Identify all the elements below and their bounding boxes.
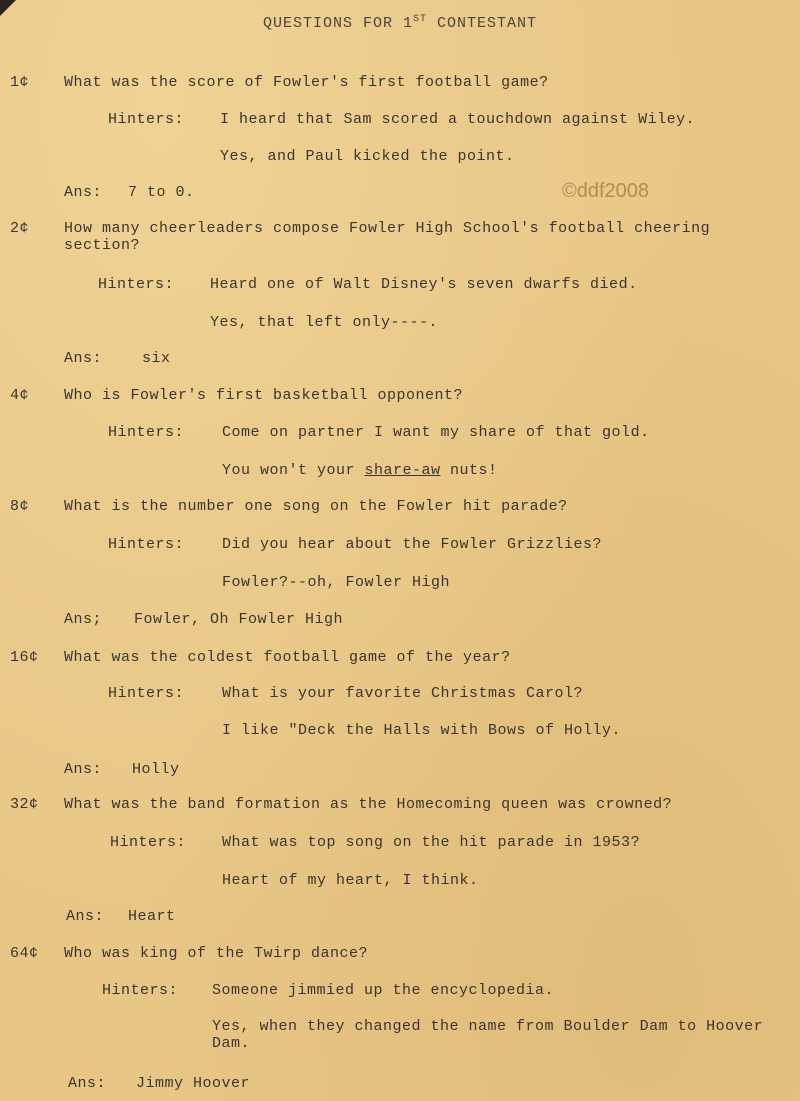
answer-text: Jimmy Hoover [136,1075,251,1092]
question-value: 64¢ [10,945,39,962]
page-title [0,14,800,32]
question-text: Who is Fowler's first basketball opponent? [64,387,464,404]
hint-line: I heard that Sam scored a touchdown against Wiley. [220,111,696,128]
hinters-label: Hinters: [102,982,179,999]
question-text: What was the band formation as the Homecoming queen was crowned? [64,796,673,813]
hint-line: Yes, and Paul kicked the point. [220,148,515,165]
question-value: 2¢ [10,220,30,237]
answer-label: Ans: [64,350,103,367]
answer-text: six [142,350,171,367]
question-value: 16¢ [10,649,39,666]
answer-label: Ans; [64,611,103,628]
hint-text-end: nuts! [440,462,498,479]
answer-label: Ans: [64,761,103,778]
hint-line: What was top song on the hit parade in 1953? [222,834,641,851]
watermark: ©ddf2008 [562,180,650,202]
hint-text: You won't your [222,462,365,479]
hinters-label: Hinters: [98,276,175,293]
answer-label: Ans: [66,908,105,925]
answer-label: Ans: [64,184,103,201]
question-value: 8¢ [10,498,30,515]
title-text-end: CONTESTANT [427,15,538,32]
hint-line: Yes, when they changed the name from Boulder Dam to Hoover Dam. [212,1018,764,1052]
answer-text: Heart [128,908,176,925]
question-value: 4¢ [10,387,30,404]
hint-line: I like "Deck the Halls with Bows of Holly. [222,722,622,739]
hint-line: Did you hear about the Fowler Grizzlies? [222,536,603,553]
hinters-label: Hinters: [108,424,185,441]
hinters-label: Hinters: [108,536,185,553]
question-text: What was the coldest football game of the year? [64,649,511,666]
answer-text: 7 to 0. [128,184,195,201]
hint-line: Yes, that left only----. [210,314,439,331]
hinters-label: Hinters: [108,685,185,702]
hinters-label: Hinters: [110,834,187,851]
hint-line: Heart of my heart, I think. [222,872,479,889]
question-text: What is the number one song on the Fowler hit parade? [64,498,568,515]
hint-line: Come on partner I want my share of that gold. [222,424,650,441]
question-text: What was the score of Fowler's first football game? [64,74,549,91]
question-value: 32¢ [10,796,39,813]
hint-line [222,462,498,479]
question-text: Who was king of the Twirp dance? [64,945,369,962]
hint-line: What is your favorite Christmas Carol? [222,685,584,702]
title-superscript: ST [412,14,427,25]
hinters-label: Hinters: [108,111,185,128]
hint-line: Someone jimmied up the encyclopedia. [212,982,555,999]
hint-underlined-text: share-aw [364,462,441,479]
question-value: 1¢ [10,74,30,91]
answer-text: Holly [132,761,180,778]
answer-label: Ans: [68,1075,107,1092]
question-text: How many cheerleaders compose Fowler High School's football cheering section? [64,220,711,254]
hint-line: Heard one of Walt Disney's seven dwarfs died. [210,276,638,293]
hint-line: Fowler?--oh, Fowler High [222,574,451,591]
title-text: QUESTIONS FOR 1 [262,15,413,32]
answer-text: Fowler, Oh Fowler High [134,611,344,628]
